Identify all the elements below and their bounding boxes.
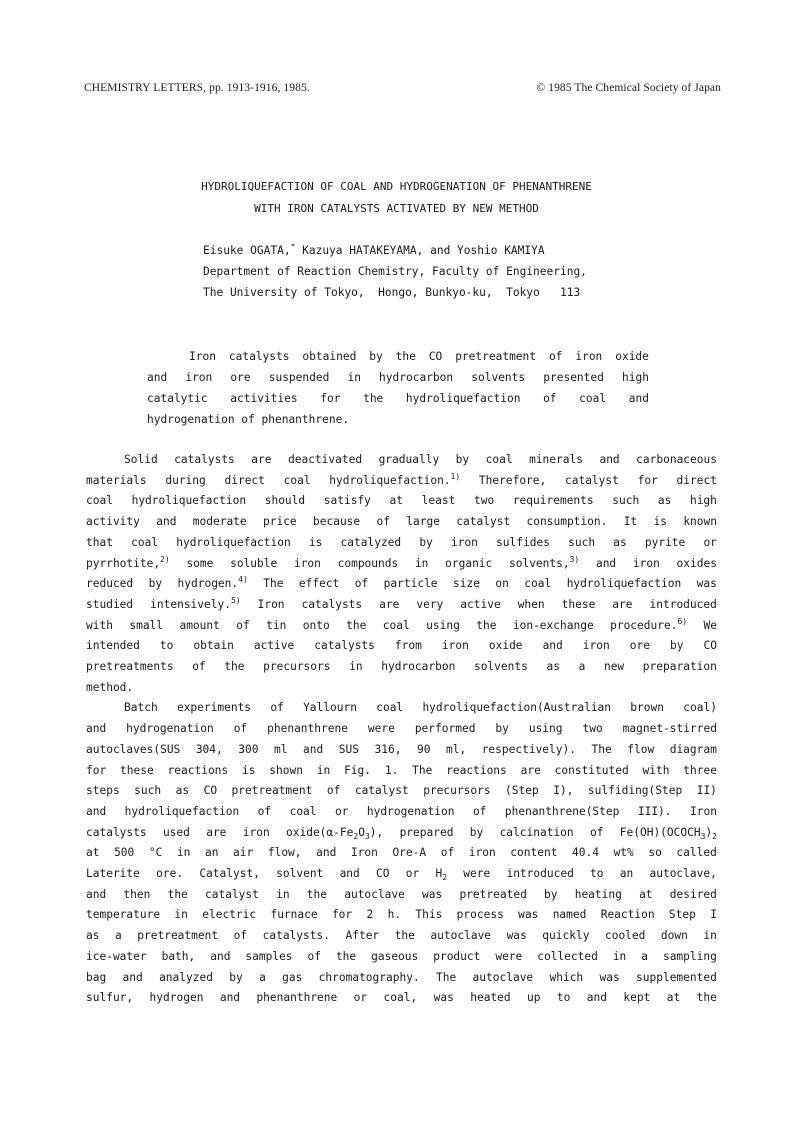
body-line: pyrrhotite,$^{2)}$ some soluble iron compounds in organic solvents,$^{3)}$ and iron oxides xyxy=(86,554,717,570)
body-line: bag and analyzed by a gas chromatography. The autoclave which was supplemented xyxy=(86,970,717,984)
abstract-line: and iron ore suspended in hydrocarbon solvents presented high xyxy=(147,371,649,384)
abstract-line: hydrogenation of phenanthrene. xyxy=(147,413,350,426)
body-line: coal hydroliquefaction should satisfy at least two requirements such as high xyxy=(86,494,717,508)
body-line: at 500 °C in an air flow, and Iron Ore-A of iron content 40.4 wt% so called xyxy=(86,846,717,860)
article-title-line-1: HYDROLIQUEFACTION OF COAL AND HYDROGENATION OF PHENANTHRENE xyxy=(201,180,592,193)
body-line: Solid catalysts are deactivated gradually by coal minerals and carbonaceous xyxy=(124,453,717,466)
abstract-line: catalytic activities for the hydroliquefaction of coal and xyxy=(147,392,649,405)
author-list: Eisuke OGATA,* Kazuya HATAKEYAMA, and Yoshio KAMIYA xyxy=(203,242,545,257)
body-line: Laterite ore. Catalyst, solvent and CO or $H_2$ were introduced to an autoclave, xyxy=(86,867,717,882)
body-line: catalysts used are iron $oxide(\alpha-Fe_2O_3)$, prepared by calcination of $Fe(OH)(OCOCH_3)_2$ xyxy=(86,825,717,841)
body-line: steps such as CO pretreatment of catalyst precursors (Step I), sulfiding(Step II) xyxy=(86,784,717,798)
body-line: with small amount of tin onto the coal using the ion-exchange procedure.$^{6)}$ We xyxy=(86,616,717,632)
body-line: studied intensively.$^{5)}$ Iron catalysts are very active when these are introduced xyxy=(86,595,717,611)
copyright-notice: © 1985 The Chemical Society of Japan xyxy=(536,82,721,94)
body-line: temperature in electric furnace for 2 h. This process was named Reaction Step I xyxy=(86,908,717,922)
journal-citation: CHEMISTRY LETTERS, pp. 1913-1916, 1985. xyxy=(84,82,310,94)
body-line: intended to obtain active catalysts from iron oxide and iron ore by CO xyxy=(86,639,717,653)
body-line: reduced by hydrogen.$^{4)}$ The effect of particle size on coal hydroliquefaction was xyxy=(86,575,717,591)
author-address: The University of Tokyo, Hongo, Bunkyo-ku, Tokyo 113 xyxy=(203,286,581,299)
body-line: method. xyxy=(86,680,134,694)
body-line: activity and moderate price because of large catalyst consumption. It is known xyxy=(86,515,717,529)
body-line: pretreatments of the precursors in hydrocarbon solvents as a new preparation xyxy=(86,660,717,673)
author-department: Department of Reaction Chemistry, Faculty of Engineering, xyxy=(203,265,587,278)
body-line: that coal hydroliquefaction is catalyzed by iron sulfides such as pyrite or xyxy=(86,535,717,549)
body-line: ice-water bath, and samples of the gaseous product were collected in a sampling xyxy=(86,949,717,963)
body-line: as a pretreatment of catalysts. After the autoclave was quickly cooled down in xyxy=(86,929,717,943)
body-line: Batch experiments of Yallourn coal hydroliquefaction(Australian brown coal) xyxy=(124,701,717,715)
body-line: and hydroliquefaction of coal or hydrogenation of phenanthrene(Step III). Iron xyxy=(86,804,717,818)
body-line: autoclaves(SUS 304, 300 ml and SUS 316, 90 ml, respectively). The flow diagram xyxy=(86,742,717,756)
body-line: materials during direct coal hydroliquefaction.$^{1)}$ Therefore, catalyst for direct xyxy=(86,471,717,487)
body-line: sulfur, hydrogen and phenanthrene or coal, was heated up to and kept at the xyxy=(86,991,717,1005)
article-title-line-2: WITH IRON CATALYSTS ACTIVATED BY NEW METHOD xyxy=(254,202,539,215)
body-line: for these reactions is shown in Fig. 1. The reactions are constituted with three xyxy=(86,763,717,777)
abstract-line: Iron catalysts obtained by the CO pretreatment of iron oxide xyxy=(189,350,649,363)
body-line: and then the catalyst in the autoclave was pretreated by heating at desired xyxy=(86,887,717,901)
body-line: and hydrogenation of phenanthrene were performed by using two magnet-stirred xyxy=(86,722,717,736)
